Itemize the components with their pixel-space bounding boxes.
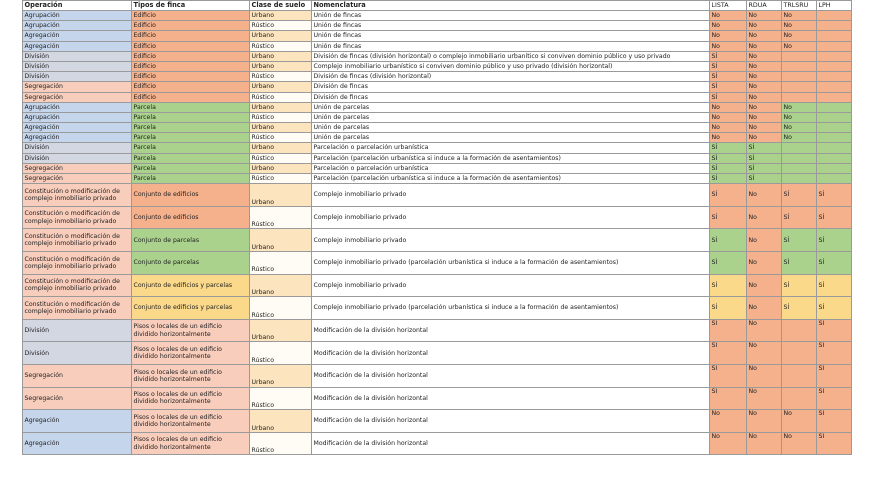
cell-nomenclatura[interactable]: Unión de parcelas: [312, 123, 710, 133]
cell-lista[interactable]: SÍ: [710, 297, 747, 320]
cell-tipo-finca[interactable]: Conjunto de edificios y parcelas: [132, 297, 250, 320]
cell-trlsru[interactable]: [782, 82, 817, 92]
cell-clase-suelo[interactable]: Rústico: [250, 41, 312, 51]
cell-lista[interactable]: SÍ: [710, 206, 747, 229]
cell-rdua[interactable]: No: [747, 184, 782, 207]
cell-lista[interactable]: SÍ: [710, 387, 747, 410]
cell-operacion[interactable]: Segregación: [23, 174, 132, 184]
cell-tipo-finca[interactable]: Conjunto de edificios: [132, 184, 250, 207]
cell-operacion[interactable]: Constitución o modificación de complejo inmobiliario privado: [23, 206, 132, 229]
cell-operacion[interactable]: Segregación: [23, 82, 132, 92]
cell-rdua[interactable]: No: [747, 229, 782, 252]
table-row: [23, 143, 852, 153]
cell-rdua[interactable]: No: [747, 432, 782, 455]
cell-clase-suelo[interactable]: Urbano: [250, 143, 312, 153]
cell-operacion[interactable]: División: [23, 143, 132, 153]
table-row: [23, 274, 852, 297]
cell-trlsru[interactable]: No: [782, 133, 817, 143]
table-row: [23, 387, 852, 410]
table-row: [23, 92, 852, 102]
cell-lph[interactable]: [817, 21, 852, 31]
cell-trlsru[interactable]: SÍ: [782, 297, 817, 320]
cell-nomenclatura[interactable]: División de fincas (división horizontal): [312, 72, 710, 82]
cell-lista[interactable]: No: [710, 21, 747, 31]
cell-tipo-finca[interactable]: Pisos o locales de un edificio dividido horizontalmente: [132, 319, 250, 342]
cell-operacion[interactable]: División: [23, 153, 132, 163]
table-row: [23, 51, 852, 61]
cell-lista[interactable]: No: [710, 133, 747, 143]
cell-trlsru[interactable]: SÍ: [782, 274, 817, 297]
cell-trlsru[interactable]: SÍ: [782, 206, 817, 229]
cell-nomenclatura[interactable]: Modificación de la división horizontal: [312, 342, 710, 365]
cell-operacion[interactable]: Agregación: [23, 41, 132, 51]
data-table: [22, 0, 852, 455]
cell-nomenclatura[interactable]: Complejo inmobiliario urbanístico si conviven dominio público y uso privado (división horizontal): [312, 61, 710, 71]
cell-lph[interactable]: [817, 102, 852, 112]
cell-nomenclatura[interactable]: Unión de parcelas: [312, 133, 710, 143]
cell-trlsru[interactable]: No: [782, 31, 817, 41]
cell-trlsru[interactable]: No: [782, 123, 817, 133]
cell-clase-suelo[interactable]: Rústico: [250, 432, 312, 455]
cell-lista[interactable]: No: [710, 123, 747, 133]
cell-nomenclatura[interactable]: Modificación de la división horizontal: [312, 364, 710, 387]
cell-lista[interactable]: SÍ: [710, 342, 747, 365]
cell-nomenclatura[interactable]: División de fincas (división horizontal) o complejo inmobiliario urbanítico si conviven dominio público y uso privado: [312, 51, 710, 61]
table-row: [23, 61, 852, 71]
cell-clase-suelo[interactable]: Urbano: [250, 410, 312, 433]
cell-clase-suelo[interactable]: Rústico: [250, 387, 312, 410]
cell-trlsru[interactable]: [782, 163, 817, 173]
cell-lista[interactable]: No: [710, 11, 747, 21]
cell-tipo-finca[interactable]: Edificio: [132, 41, 250, 51]
cell-clase-suelo[interactable]: Urbano: [250, 229, 312, 252]
cell-nomenclatura[interactable]: Unión de parcelas: [312, 112, 710, 122]
cell-operacion[interactable]: Agregación: [23, 123, 132, 133]
cell-lph[interactable]: [817, 92, 852, 102]
cell-tipo-finca[interactable]: Pisos o locales de un edificio dividido horizontalmente: [132, 432, 250, 455]
table-row: [23, 251, 852, 274]
cell-lista[interactable]: No: [710, 102, 747, 112]
cell-rdua[interactable]: No: [747, 82, 782, 92]
cell-lph[interactable]: [817, 31, 852, 41]
cell-lph[interactable]: SÍ: [817, 297, 852, 320]
table-row: [23, 72, 852, 82]
cell-lista[interactable]: SÍ: [710, 274, 747, 297]
cell-lista[interactable]: SÍ: [710, 364, 747, 387]
cell-trlsru[interactable]: No: [782, 41, 817, 51]
cell-lph[interactable]: SÍ: [817, 229, 852, 252]
cell-lph[interactable]: [817, 123, 852, 133]
cell-lista[interactable]: SÍ: [710, 184, 747, 207]
cell-trlsru[interactable]: [782, 61, 817, 71]
cell-lph[interactable]: [817, 41, 852, 51]
cell-clase-suelo[interactable]: Urbano: [250, 184, 312, 207]
cell-lph[interactable]: SÍ: [817, 274, 852, 297]
cell-operacion[interactable]: División: [23, 319, 132, 342]
cell-nomenclatura[interactable]: División de fincas: [312, 92, 710, 102]
cell-lph[interactable]: SÍ: [817, 342, 852, 365]
cell-trlsru[interactable]: No: [782, 21, 817, 31]
cell-rdua[interactable]: No: [747, 92, 782, 102]
cell-trlsru[interactable]: No: [782, 102, 817, 112]
cell-operacion[interactable]: Agregación: [23, 31, 132, 41]
cell-lph[interactable]: SÍ: [817, 319, 852, 342]
cell-rdua[interactable]: No: [747, 61, 782, 71]
cell-nomenclatura[interactable]: Unión de fincas: [312, 11, 710, 21]
cell-tipo-finca[interactable]: Conjunto de parcelas: [132, 229, 250, 252]
cell-operacion[interactable]: División: [23, 61, 132, 71]
cell-nomenclatura[interactable]: Complejo inmobiliario privado: [312, 274, 710, 297]
cell-tipo-finca[interactable]: Edificio: [132, 21, 250, 31]
table-row: [23, 319, 852, 342]
cell-rdua[interactable]: No: [747, 342, 782, 365]
cell-lista[interactable]: SÍ: [710, 163, 747, 173]
header-clase-de-suelo[interactable]: Clase de suelo: [250, 1, 312, 11]
cell-operacion[interactable]: División: [23, 342, 132, 365]
cell-tipo-finca[interactable]: Pisos o locales de un edificio dividido horizontalmente: [132, 342, 250, 365]
cell-tipo-finca[interactable]: Edificio: [132, 72, 250, 82]
cell-lph[interactable]: [817, 153, 852, 163]
cell-clase-suelo[interactable]: Urbano: [250, 274, 312, 297]
cell-nomenclatura[interactable]: Complejo inmobiliario privado (parcelación urbanística si induce a la formación de asentamientos): [312, 297, 710, 320]
cell-lph[interactable]: SÍ: [817, 251, 852, 274]
cell-lista[interactable]: SÍ: [710, 51, 747, 61]
cell-trlsru[interactable]: SÍ: [782, 184, 817, 207]
cell-nomenclatura[interactable]: Parcelación (parcelación urbanística si induce a la formación de asentamientos): [312, 153, 710, 163]
cell-operacion[interactable]: Segregación: [23, 387, 132, 410]
cell-tipo-finca[interactable]: Pisos o locales de un edificio dividido horizontalmente: [132, 364, 250, 387]
cell-rdua[interactable]: No: [747, 297, 782, 320]
cell-operacion[interactable]: Agregación: [23, 432, 132, 455]
cell-operacion[interactable]: Agrupación: [23, 102, 132, 112]
cell-nomenclatura[interactable]: Unión de parcelas: [312, 102, 710, 112]
cell-clase-suelo[interactable]: Rústico: [250, 297, 312, 320]
header-lista[interactable]: LISTA: [710, 1, 747, 11]
cell-clase-suelo[interactable]: Urbano: [250, 31, 312, 41]
cell-operacion[interactable]: Constitución o modificación de complejo inmobiliario privado: [23, 229, 132, 252]
cell-rdua[interactable]: No: [747, 319, 782, 342]
cell-lista[interactable]: SÍ: [710, 92, 747, 102]
cell-tipo-finca[interactable]: Conjunto de parcelas: [132, 251, 250, 274]
cell-operacion[interactable]: Agrupación: [23, 21, 132, 31]
cell-tipo-finca[interactable]: Edificio: [132, 92, 250, 102]
cell-operacion[interactable]: Segregación: [23, 92, 132, 102]
cell-lista[interactable]: SÍ: [710, 153, 747, 163]
table-row: [23, 11, 852, 21]
cell-operacion[interactable]: Agrupación: [23, 11, 132, 21]
cell-rdua[interactable]: No: [747, 41, 782, 51]
cell-lph[interactable]: [817, 61, 852, 71]
table-row: [23, 153, 852, 163]
header-tipos-de-finca[interactable]: Tipos de finca: [132, 1, 250, 11]
cell-tipo-finca[interactable]: Parcela: [132, 163, 250, 173]
cell-rdua[interactable]: No: [747, 364, 782, 387]
cell-nomenclatura[interactable]: Unión de fincas: [312, 41, 710, 51]
cell-operacion[interactable]: Agregación: [23, 410, 132, 433]
cell-operacion[interactable]: Constitución o modificación de complejo inmobiliario privado: [23, 184, 132, 207]
cell-tipo-finca[interactable]: Edificio: [132, 82, 250, 92]
cell-lista[interactable]: SÍ: [710, 61, 747, 71]
cell-lph[interactable]: [817, 51, 852, 61]
cell-lph[interactable]: [817, 112, 852, 122]
cell-operacion[interactable]: Agrupación: [23, 112, 132, 122]
cell-lista[interactable]: SÍ: [710, 251, 747, 274]
cell-tipo-finca[interactable]: Conjunto de edificios: [132, 206, 250, 229]
cell-operacion[interactable]: División: [23, 51, 132, 61]
cell-clase-suelo[interactable]: Urbano: [250, 51, 312, 61]
cell-tipo-finca[interactable]: Edificio: [132, 31, 250, 41]
cell-lph[interactable]: SÍ: [817, 387, 852, 410]
cell-tipo-finca[interactable]: Pisos o locales de un edificio dividido horizontalmente: [132, 387, 250, 410]
cell-trlsru[interactable]: SÍ: [782, 251, 817, 274]
cell-nomenclatura[interactable]: Unión de fincas: [312, 31, 710, 41]
cell-lph[interactable]: SÍ: [817, 364, 852, 387]
cell-tipo-finca[interactable]: Parcela: [132, 143, 250, 153]
cell-tipo-finca[interactable]: Parcela: [132, 123, 250, 133]
cell-tipo-finca[interactable]: Parcela: [132, 133, 250, 143]
cell-clase-suelo[interactable]: Rústico: [250, 72, 312, 82]
table-row: [23, 133, 852, 143]
header-nomenclatura[interactable]: Nomenclatura: [312, 1, 710, 11]
cell-rdua[interactable]: SÍ: [747, 143, 782, 153]
cell-operacion[interactable]: División: [23, 72, 132, 82]
cell-nomenclatura[interactable]: Complejo inmobiliario privado: [312, 206, 710, 229]
cell-lista[interactable]: SÍ: [710, 174, 747, 184]
cell-tipo-finca[interactable]: Parcela: [132, 102, 250, 112]
cell-trlsru[interactable]: [782, 342, 817, 365]
cell-lph[interactable]: SÍ: [817, 410, 852, 433]
cell-rdua[interactable]: SÍ: [747, 174, 782, 184]
cell-clase-suelo[interactable]: Rústico: [250, 21, 312, 31]
header-lph[interactable]: LPH: [817, 1, 852, 11]
table-row: [23, 21, 852, 31]
cell-lph[interactable]: [817, 163, 852, 173]
cell-operacion[interactable]: Constitución o modificación de complejo inmobiliario privado: [23, 274, 132, 297]
cell-lista[interactable]: SÍ: [710, 229, 747, 252]
header-operacion[interactable]: Operación: [23, 1, 132, 11]
table-row: [23, 112, 852, 122]
cell-clase-suelo[interactable]: Urbano: [250, 102, 312, 112]
cell-tipo-finca[interactable]: Conjunto de edificios y parcelas: [132, 274, 250, 297]
cell-tipo-finca[interactable]: Parcela: [132, 112, 250, 122]
cell-rdua[interactable]: No: [747, 133, 782, 143]
table-row: [23, 432, 852, 455]
cell-lph[interactable]: [817, 143, 852, 153]
table-row: [23, 41, 852, 51]
cell-tipo-finca[interactable]: Parcela: [132, 153, 250, 163]
cell-nomenclatura[interactable]: Modificación de la división horizontal: [312, 319, 710, 342]
cell-trlsru[interactable]: [782, 174, 817, 184]
cell-lph[interactable]: [817, 11, 852, 21]
cell-rdua[interactable]: No: [747, 102, 782, 112]
table-row: [23, 123, 852, 133]
cell-trlsru[interactable]: [782, 72, 817, 82]
header-rdua[interactable]: RDUA: [747, 1, 782, 11]
cell-trlsru[interactable]: No: [782, 432, 817, 455]
cell-trlsru[interactable]: [782, 153, 817, 163]
cell-lph[interactable]: SÍ: [817, 432, 852, 455]
cell-lista[interactable]: No: [710, 410, 747, 433]
cell-lph[interactable]: [817, 82, 852, 92]
cell-lph[interactable]: [817, 133, 852, 143]
cell-clase-suelo[interactable]: Rústico: [250, 174, 312, 184]
cell-rdua[interactable]: No: [747, 387, 782, 410]
cell-nomenclatura[interactable]: Complejo inmobiliario privado (parcelación urbanística si induce a la formación de asentamientos): [312, 251, 710, 274]
cell-trlsru[interactable]: [782, 319, 817, 342]
cell-rdua[interactable]: No: [747, 206, 782, 229]
cell-operacion[interactable]: Agregación: [23, 133, 132, 143]
cell-rdua[interactable]: No: [747, 123, 782, 133]
cell-clase-suelo[interactable]: Rústico: [250, 133, 312, 143]
cell-clase-suelo[interactable]: Urbano: [250, 319, 312, 342]
cell-rdua[interactable]: No: [747, 410, 782, 433]
cell-nomenclatura[interactable]: Modificación de la división horizontal: [312, 410, 710, 433]
cell-trlsru[interactable]: SÍ: [782, 229, 817, 252]
cell-trlsru[interactable]: No: [782, 410, 817, 433]
cell-lista[interactable]: SÍ: [710, 82, 747, 92]
cell-clase-suelo[interactable]: Rústico: [250, 251, 312, 274]
cell-trlsru[interactable]: [782, 143, 817, 153]
cell-lista[interactable]: No: [710, 31, 747, 41]
cell-operacion[interactable]: Segregación: [23, 364, 132, 387]
cell-nomenclatura[interactable]: Parcelación (parcelación urbanística si induce a la formación de asentamientos): [312, 174, 710, 184]
cell-nomenclatura[interactable]: Parcelación o parcelación urbanística: [312, 143, 710, 153]
cell-clase-suelo[interactable]: Rústico: [250, 342, 312, 365]
cell-lph[interactable]: [817, 72, 852, 82]
cell-trlsru[interactable]: No: [782, 11, 817, 21]
table-row: [23, 206, 852, 229]
cell-nomenclatura[interactable]: Modificación de la división horizontal: [312, 432, 710, 455]
cell-lista[interactable]: SÍ: [710, 319, 747, 342]
cell-nomenclatura[interactable]: Modificación de la división horizontal: [312, 387, 710, 410]
cell-nomenclatura[interactable]: Unión de fincas: [312, 21, 710, 31]
cell-rdua[interactable]: No: [747, 274, 782, 297]
cell-tipo-finca[interactable]: Pisos o locales de un edificio dividido horizontalmente: [132, 410, 250, 433]
cell-tipo-finca[interactable]: Edificio: [132, 61, 250, 71]
cell-lph[interactable]: SÍ: [817, 184, 852, 207]
table-row: [23, 163, 852, 173]
cell-lista[interactable]: No: [710, 432, 747, 455]
cell-lista[interactable]: SÍ: [710, 72, 747, 82]
cell-rdua[interactable]: SÍ: [747, 163, 782, 173]
table-row: [23, 31, 852, 41]
cell-clase-suelo[interactable]: Urbano: [250, 61, 312, 71]
cell-lista[interactable]: SÍ: [710, 143, 747, 153]
cell-rdua[interactable]: No: [747, 21, 782, 31]
cell-operacion[interactable]: Constitución o modificación de complejo inmobiliario privado: [23, 297, 132, 320]
cell-trlsru[interactable]: [782, 51, 817, 61]
cell-nomenclatura[interactable]: Complejo inmobiliario privado: [312, 184, 710, 207]
cell-rdua[interactable]: No: [747, 11, 782, 21]
cell-trlsru[interactable]: No: [782, 112, 817, 122]
cell-clase-suelo[interactable]: Urbano: [250, 163, 312, 173]
table-row: [23, 102, 852, 112]
cell-nomenclatura[interactable]: Complejo inmobiliario privado: [312, 229, 710, 252]
cell-lista[interactable]: No: [710, 41, 747, 51]
cell-nomenclatura[interactable]: División de fincas: [312, 82, 710, 92]
table-row: [23, 410, 852, 433]
cell-tipo-finca[interactable]: Parcela: [132, 174, 250, 184]
cell-tipo-finca[interactable]: Edificio: [132, 11, 250, 21]
cell-clase-suelo[interactable]: Urbano: [250, 11, 312, 21]
cell-rdua[interactable]: No: [747, 112, 782, 122]
header-row: [23, 1, 852, 11]
cell-clase-suelo[interactable]: Urbano: [250, 82, 312, 92]
cell-tipo-finca[interactable]: Edificio: [132, 51, 250, 61]
table-row: [23, 229, 852, 252]
cell-lph[interactable]: [817, 174, 852, 184]
table-row: [23, 82, 852, 92]
table-row: [23, 174, 852, 184]
cell-nomenclatura[interactable]: Parcelación o parcelación urbanística: [312, 163, 710, 173]
cell-rdua[interactable]: No: [747, 251, 782, 274]
header-trlsru[interactable]: TRLSRU: [782, 1, 817, 11]
cell-rdua[interactable]: No: [747, 31, 782, 41]
cell-clase-suelo[interactable]: Rústico: [250, 153, 312, 163]
cell-trlsru[interactable]: [782, 92, 817, 102]
cell-lph[interactable]: SÍ: [817, 206, 852, 229]
cell-clase-suelo[interactable]: Urbano: [250, 364, 312, 387]
table-row: [23, 342, 852, 365]
cell-clase-suelo[interactable]: Rústico: [250, 112, 312, 122]
cell-clase-suelo[interactable]: Rústico: [250, 92, 312, 102]
cell-rdua[interactable]: No: [747, 51, 782, 61]
cell-operacion[interactable]: Segregación: [23, 163, 132, 173]
table-row: [23, 297, 852, 320]
cell-clase-suelo[interactable]: Urbano: [250, 123, 312, 133]
table-row: [23, 364, 852, 387]
cell-operacion[interactable]: Constitución o modificación de complejo inmobiliario privado: [23, 251, 132, 274]
cell-trlsru[interactable]: [782, 387, 817, 410]
cell-clase-suelo[interactable]: Rústico: [250, 206, 312, 229]
cell-rdua[interactable]: SÍ: [747, 153, 782, 163]
cell-rdua[interactable]: No: [747, 72, 782, 82]
table-row: [23, 184, 852, 207]
cell-trlsru[interactable]: [782, 364, 817, 387]
cell-lista[interactable]: No: [710, 112, 747, 122]
